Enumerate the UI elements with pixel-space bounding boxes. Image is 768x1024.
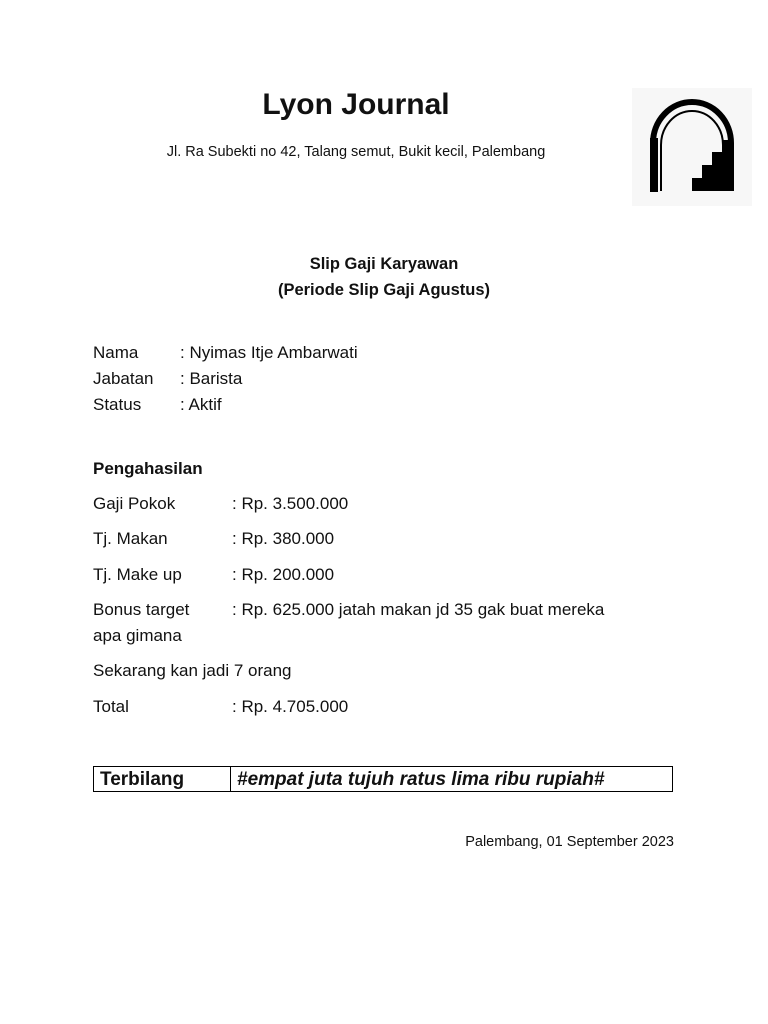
arch-stairs-logo-icon [632,88,752,206]
income-value: : Rp. 200.000 [232,565,335,584]
total-label: Total [93,697,129,716]
total-value: : Rp. 4.705.000 [232,697,349,716]
income-label: Tj. Make up [93,565,182,584]
terbilang-label: Terbilang [94,767,231,791]
income-label: Tj. Makan [93,529,168,548]
slip-title: Slip Gaji Karyawan [309,255,459,273]
employee-label: Jabatan [93,369,154,388]
employee-label: Nama [93,343,139,362]
employee-value: : Barista [180,369,243,388]
employee-value: : Aktif [180,395,222,414]
company-address: Jl. Ra Subekti no 42, Talang semut, Bukit kecil, Palembang [166,144,546,160]
income-value: : Rp. 3.500.000 [232,494,349,513]
employee-value: : Nyimas Itje Ambarwati [180,343,358,362]
company-name: Lyon Journal [262,88,450,121]
slip-period: (Periode Slip Gaji Agustus) [277,281,491,299]
employee-label: Status [93,395,142,414]
income-value: : Rp. 380.000 [232,529,335,548]
terbilang-box [93,766,673,792]
income-heading: Pengahasilan [93,459,203,478]
place-date: Palembang, 01 September 2023 [465,834,674,850]
income-note: Sekarang kan jadi 7 orang [93,661,292,680]
income-label: Bonus target [93,600,190,619]
terbilang-value: #empat juta tujuh ratus lima ribu rupiah# [237,769,605,790]
bonus-continuation-text: apa gimana [93,626,182,645]
income-value: : Rp. 625.000 jatah makan jd 35 gak buat mereka [232,600,605,619]
income-label: Gaji Pokok [93,494,176,513]
